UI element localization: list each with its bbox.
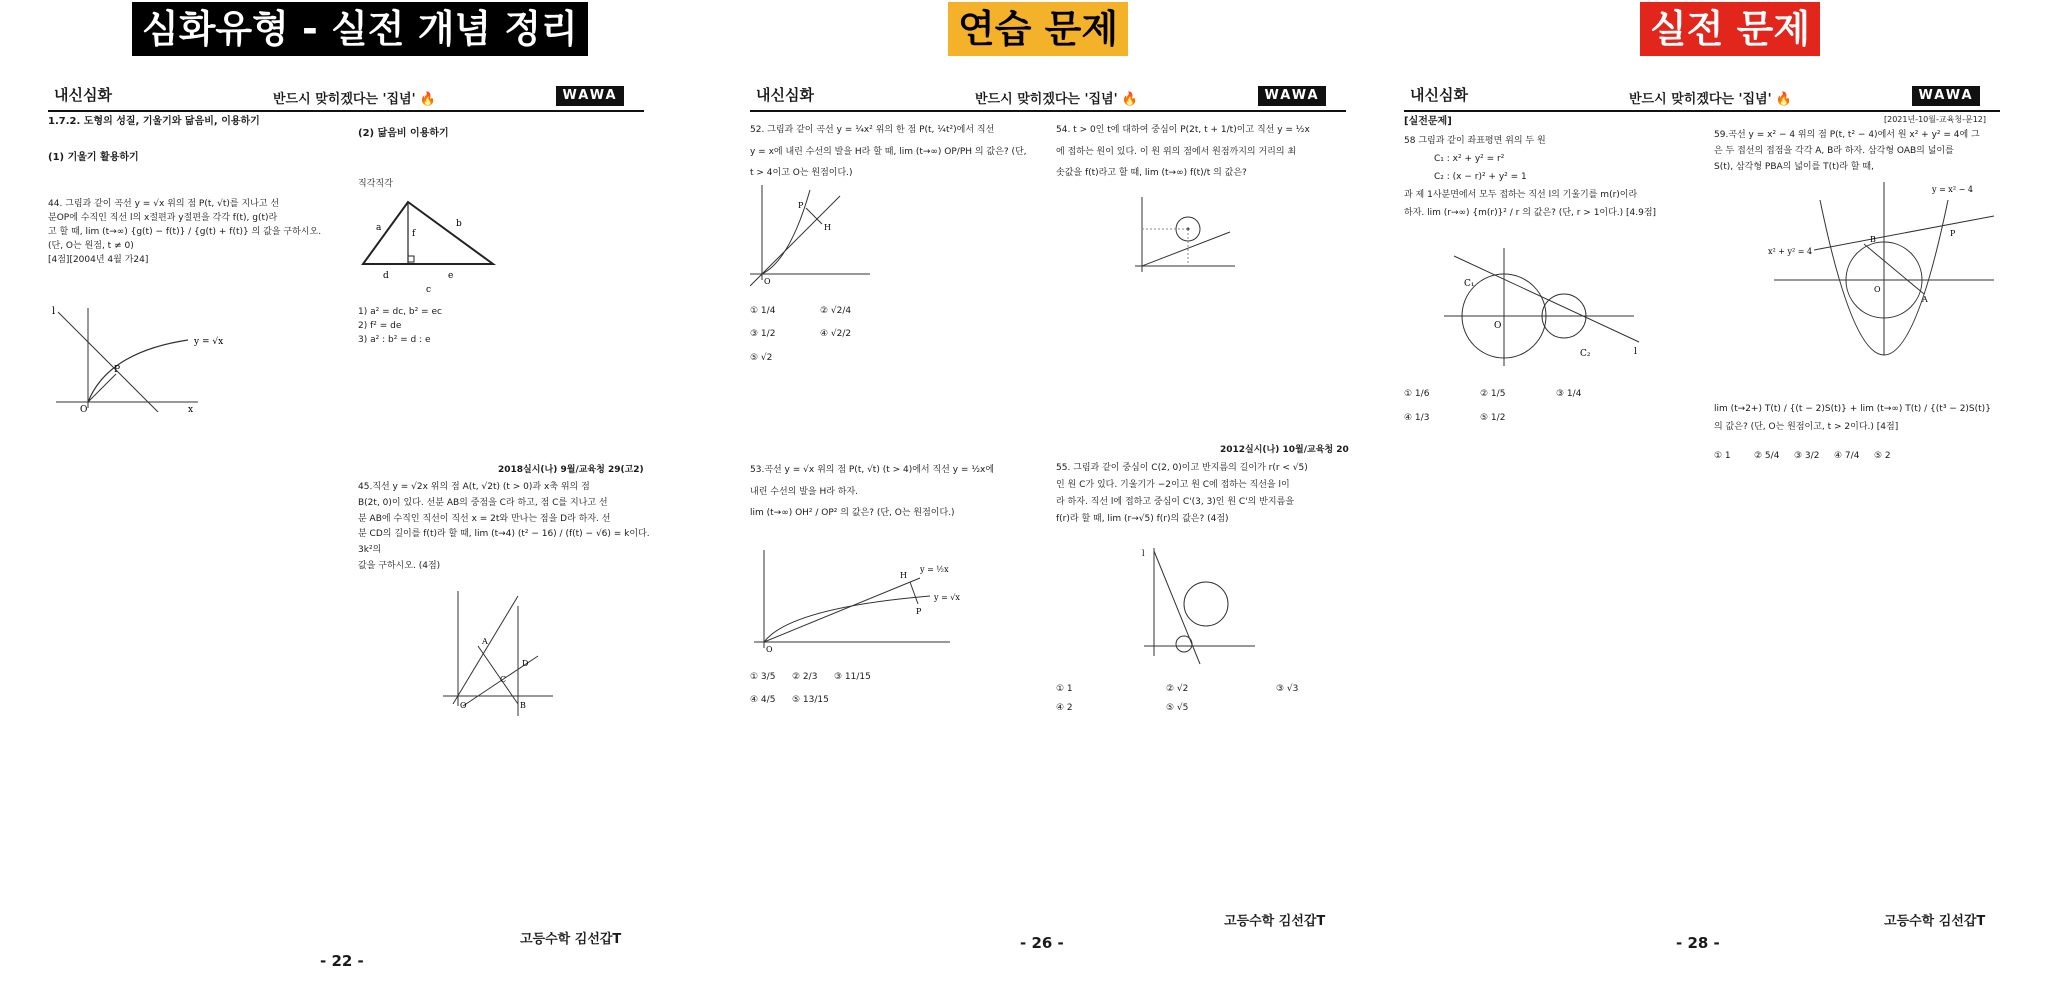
question-58	[1404, 132, 1704, 222]
q44-line: 44. 그림과 같이 곡선 y = √x 위의 점 P(t, √t)를 지나고 선	[48, 199, 280, 209]
choice: ① 1/6	[1404, 389, 1430, 399]
page-28	[1404, 70, 2044, 1000]
parabola-label: y = x² − 4	[1932, 185, 1973, 194]
q58-line: 하자. lim (r→∞) {m(r)}² / r 의 값은? (단, r > 1이다.) [4.9점]	[1404, 208, 1657, 218]
q59-line: 은 두 접선의 접점을 각각 A, B라 하자. 삼각형 OAB의 넓이를	[1714, 145, 1954, 156]
q45-line: 45.직선 y = √2x 위의 점 A(t, √2t) (t > 0)과 x축 위의 점	[358, 482, 590, 492]
label-o: O	[1494, 321, 1502, 331]
q55-line: 라 하자. 직선 l에 접하고 중심이 C'(3, 3)인 원 C'의 반지름을	[1056, 497, 1295, 508]
q55-line: f(r)라 할 때, lim (r→√5) f(r)의 값은? (4점)	[1056, 514, 1229, 525]
tangent-2	[1864, 244, 1924, 294]
question-59	[1714, 128, 2010, 175]
choice: ⑤ √2	[750, 352, 773, 363]
page-22	[48, 70, 688, 1000]
choice: ① 3/5	[750, 672, 776, 682]
page-26	[750, 70, 1390, 1000]
label-b: b	[456, 219, 462, 229]
label-O: O	[764, 277, 771, 286]
choice: ① 1	[1056, 684, 1073, 694]
perpendicular-ph	[910, 582, 918, 604]
q45-line: 분 CD의 길이를 f(t)라 할 때, lim (t→4) (t² − 16) / (f(t) − √6) = k이다. 3k²의	[358, 529, 650, 555]
label-c2: C₂	[1580, 349, 1591, 359]
q45-line: B(2t, 0)이 있다. 선분 AB의 중점을 C라 하고, 점 C를 지나고 선	[358, 497, 608, 508]
choice: ② 1/5	[1480, 389, 1506, 399]
q58-circle2: C₂ : (x − r)² + y² = 1	[1434, 172, 1527, 182]
footer-brand: 고등수학 김선갑T	[520, 932, 622, 947]
tangent-1	[1814, 216, 1994, 250]
right-triangle-diagram	[358, 194, 508, 294]
line-half-x	[1142, 232, 1230, 266]
q52-line: y = x에 내린 수선의 발을 H라 할 때, lim (t→∞) OP/PH 의 값은? (단,	[750, 146, 1027, 157]
practice-banner: 연습 문제	[948, 2, 1128, 56]
curve-label: y = √x	[934, 593, 960, 602]
slogan-text: 반드시 맞히겠다는 '집념'	[975, 92, 1118, 107]
header-rule	[48, 110, 644, 112]
flame-icon: 🔥	[419, 92, 436, 107]
sqrt-curve	[764, 596, 930, 642]
q45-line: 분 AB에 수직인 직선이 직선 x = 2t와 만나는 점을 D라 하자. 선	[358, 513, 611, 524]
label-P: P	[798, 201, 804, 210]
question-52	[750, 120, 1050, 185]
circle-c-prime	[1184, 582, 1228, 626]
choice: ① 1/4	[750, 306, 776, 316]
q59-choices	[1714, 450, 2010, 464]
choice: ④ 7/4	[1834, 451, 1860, 461]
q54-graph	[1130, 192, 1240, 282]
brand-label: 내신심화	[54, 86, 112, 104]
q44-line: (단, O는 원점, t ≠ 0)	[48, 240, 134, 251]
choice: ① 1	[1714, 451, 1731, 461]
label-d: d	[383, 271, 389, 281]
choice: ③ 1/2	[750, 329, 776, 340]
q52-line: 52. 그림과 같이 곡선 y = ¼x² 위의 한 점 P(t, ¼t²)에서 직선	[750, 125, 995, 135]
choice: ③ √3	[1276, 684, 1299, 694]
label-B: B	[520, 701, 526, 710]
choice: ④ 4/5	[750, 695, 776, 706]
q55-source: 2012실시(나) 10월/교육청 20	[1220, 445, 1349, 455]
section-title: [실전문제]	[1404, 116, 1452, 127]
choice: ② 2/3	[792, 672, 818, 682]
label-C: C	[500, 675, 507, 684]
q53-line: 53.곡선 y = √x 위의 점 P(t, √t) (t > 4)에서 직선 y = ½x에	[750, 465, 995, 475]
choice: ④ 2	[1056, 702, 1073, 713]
q58-circle1: C₁ : x² + y² = r²	[1434, 154, 1505, 164]
line-l	[58, 312, 163, 412]
segment-ab	[478, 646, 518, 704]
q58-graph	[1444, 246, 1644, 366]
q54-line: 54. t > 0인 t에 대하여 중심이 P(2t, t + 1/t)이고 직선 y = ½x	[1056, 125, 1310, 135]
q44-line: 고 할 때, lim (t→∞) {g(t) − f(t)} / {g(t) + f(t)} 의 값을 구하시오.	[48, 226, 322, 237]
label-A: A	[1922, 295, 1928, 304]
page-header	[750, 70, 1350, 112]
q44-line: [4점][2004년 4월 가24]	[48, 254, 149, 265]
q58-line: 과 제 1사분면에서 모두 접하는 직선 l의 기울기를 m(r)이라	[1404, 190, 1638, 200]
curve-label: y = √x	[194, 337, 224, 347]
q52-line: t > 4이고 O는 원점이다.)	[750, 168, 853, 179]
question-44	[48, 198, 348, 268]
line-sqrt2x	[453, 596, 518, 704]
q53-choices	[750, 666, 1010, 713]
label-x: x	[188, 405, 194, 412]
header-rule	[750, 110, 1346, 112]
q52-graph	[750, 180, 880, 290]
triangle-title: 직각직각	[358, 179, 393, 189]
wawa-logo: WAWA	[1258, 86, 1326, 106]
choice: ② √2	[1166, 684, 1189, 694]
choice: ⑤ 13/15	[792, 695, 829, 706]
question-53	[750, 460, 1050, 525]
label-l: l	[1634, 347, 1637, 357]
choice: ② 5/4	[1754, 451, 1780, 461]
circle-c	[1176, 636, 1192, 652]
question-45	[358, 480, 658, 575]
formula: 3) a² : b² = d : e	[358, 334, 431, 345]
label-O: O	[766, 645, 773, 654]
q59-line: S(t), 삼각형 PBA의 넓이를 T(t)라 할 때,	[1714, 161, 1874, 172]
page-number: - 26 -	[1020, 934, 1064, 952]
q44-line: 분OP에 수직인 직선 l의 x절편과 y절편을 각각 f(t), g(t)라	[48, 212, 278, 223]
label-p: P	[114, 365, 121, 375]
line-half-x	[764, 578, 920, 642]
line-y-x	[750, 196, 840, 286]
q52-choices	[750, 300, 910, 370]
q59-line: 의 값은? (단, O는 원점이고, t > 2이다.) [4점]	[1714, 422, 1899, 432]
page-header	[1404, 70, 2004, 112]
brand-label: 내신심화	[1410, 86, 1468, 104]
label-H: H	[824, 223, 831, 232]
q59-formula-text: lim (t→2+) T(t) / {(t − 2)S(t)} + lim (t→∞) T(t) / {(t³ − 2)S(t)}	[1714, 404, 1991, 414]
slogan	[975, 90, 1138, 110]
q59-line: 59.곡선 y = x² − 4 위의 점 P(t, t² − 4)에서 원 x² + y² = 4에 그	[1714, 130, 1980, 140]
choice: ⑤ 2	[1874, 451, 1891, 461]
label-c: c	[426, 285, 432, 294]
subsection-ratio: (2) 닮음비 이용하기	[358, 128, 449, 139]
label-P: P	[1950, 229, 1956, 238]
label-o: O	[80, 405, 88, 412]
label-D: D	[522, 659, 529, 668]
q59-formula	[1714, 400, 2010, 436]
wawa-logo: WAWA	[556, 86, 624, 106]
q55-line: 55. 그림과 같이 중심이 C(2, 0)이고 반지름의 길이가 r(r < √5)	[1056, 463, 1308, 473]
question-55	[1056, 460, 1356, 528]
circle-label: x² + y² = 4	[1768, 247, 1813, 256]
q59-source: [2021년-10월-교육청-문12]	[1884, 115, 1986, 124]
label-c1: C₁	[1464, 279, 1475, 289]
label-P: P	[916, 607, 922, 616]
slogan	[273, 90, 436, 110]
slogan-text: 반드시 맞히겠다는 '집념'	[273, 92, 416, 107]
page-header	[48, 70, 648, 112]
right-angle-mark	[408, 256, 414, 262]
question-54	[1056, 120, 1356, 185]
label-l: l	[1142, 549, 1145, 558]
label-A: A	[482, 637, 488, 646]
choice: ④ √2/2	[820, 329, 852, 340]
ratio-formulas	[358, 306, 442, 348]
choice: ② √2/4	[820, 306, 852, 316]
q53-line: 내린 수선의 발을 H라 하자.	[750, 486, 859, 497]
label-H: H	[900, 571, 907, 580]
q53-graph	[750, 548, 980, 658]
q55-graph	[1140, 546, 1260, 666]
formula: 2) f² = de	[358, 320, 402, 331]
flame-icon: 🔥	[1121, 92, 1138, 107]
subsection-slope: (1) 기울기 활용하기	[48, 152, 139, 163]
wawa-logo: WAWA	[1912, 86, 1980, 106]
page-number: - 28 -	[1676, 934, 1720, 952]
q45-line: 값을 구하시오. (4점)	[358, 560, 441, 571]
q58-line: 58 그림과 같이 좌표평면 위의 두 원	[1404, 136, 1546, 146]
q45-graph	[438, 586, 558, 726]
q54-line: 솟값을 f(t)라고 할 때, lim (t→∞) f(t)/t 의 값은?	[1056, 168, 1247, 179]
choice: ④ 1/3	[1404, 413, 1430, 424]
choice: ⑤ 1/2	[1480, 413, 1506, 424]
concept-banner: 심화유형 - 실전 개념 정리	[132, 2, 588, 56]
label-l: l	[52, 306, 56, 317]
label-O: O	[460, 701, 467, 710]
choice: ③ 3/2	[1794, 451, 1820, 461]
q53-line: lim (t→∞) OH² / OP² 의 값은? (단, O는 원점이다.)	[750, 508, 955, 519]
choice: ⑤ √5	[1166, 702, 1189, 713]
q45-source: 2018실시(나) 9월/교육청 29(고2)	[498, 465, 644, 475]
footer-brand: 고등수학 김선갑T	[1884, 914, 1986, 929]
label-B: B	[1870, 235, 1876, 244]
formula: 1) a² = dc, b² = ec	[358, 307, 442, 317]
q58-choices	[1404, 382, 1664, 431]
line-label: y = ½x	[920, 565, 949, 574]
page-number: - 22 -	[320, 952, 364, 970]
q44-graph	[48, 302, 248, 412]
footer-brand: 고등수학 김선갑T	[1224, 914, 1326, 929]
q59-graph	[1764, 180, 2004, 360]
triangle	[363, 202, 493, 264]
label-e: e	[448, 271, 454, 281]
choice: ③ 1/4	[1556, 389, 1582, 399]
q54-line: 에 접하는 원이 있다. 이 원 위의 점에서 원점까지의 거리의 최	[1056, 146, 1297, 157]
exam-banner: 실전 문제	[1640, 2, 1820, 56]
q55-line: 인 원 C가 있다. 기울기가 −2이고 원 C에 접하는 직선을 l이	[1056, 480, 1290, 491]
choice: ③ 11/15	[834, 672, 871, 682]
slogan	[1629, 90, 1792, 110]
label-a: a	[376, 223, 382, 233]
label-O: O	[1874, 285, 1881, 294]
label-f: f	[412, 229, 416, 239]
q55-choices	[1056, 680, 1356, 718]
header-rule	[1404, 110, 2000, 112]
flame-icon: 🔥	[1775, 92, 1792, 107]
brand-label: 내신심화	[756, 86, 814, 104]
section-title: 1.7.2. 도형의 성질, 기울기와 닮음비, 이용하기	[48, 116, 260, 127]
slogan-text: 반드시 맞히겠다는 '집념'	[1629, 92, 1772, 107]
